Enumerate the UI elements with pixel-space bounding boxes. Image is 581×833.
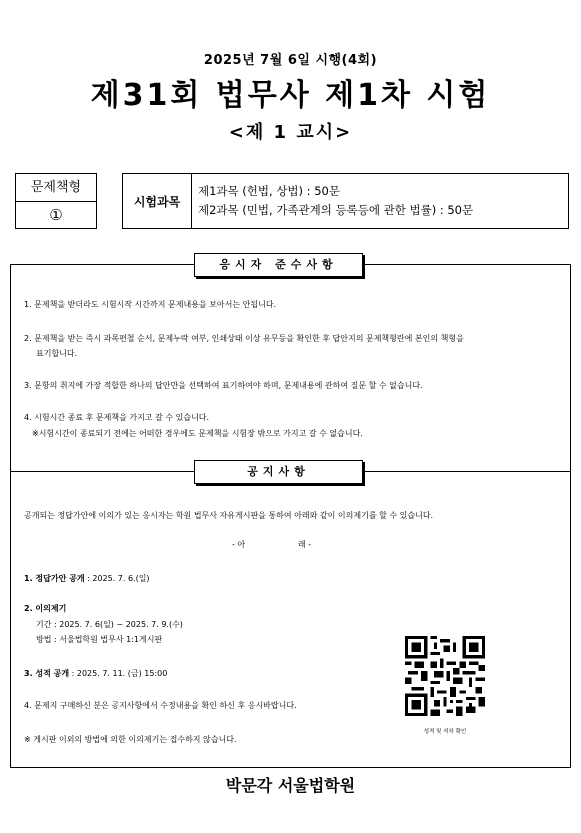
notice-item-2-cont: 표기합니다.: [36, 349, 78, 358]
qr-caption: 성적 및 석차 확인: [423, 729, 467, 735]
notice-item-4: 4. 시험시간 종료 후 문제책을 가지고 갈 수 있습니다.: [24, 413, 210, 422]
booklet-type-label: 문제책형: [16, 174, 96, 202]
note-5: ※ 게시판 이외의 방법에 의한 이의제기는 접수하지 않습니다.: [24, 735, 237, 744]
booklet-type-box: [15, 173, 97, 229]
answer-release-value: : 2025. 7. 6.(일): [87, 574, 150, 583]
below-left: - 아: [232, 540, 246, 549]
announcement-intro: 공개되는 정답가안에 이의가 있는 응시자는 학원 법무사 자유게시판을 통하여 아래와 같이 이의제기를 할 수 있습니다.: [24, 511, 434, 520]
announcement-heading: 공지사항: [194, 460, 363, 484]
below-right: 래 -: [298, 540, 312, 549]
qr-code-icon[interactable]: [405, 636, 485, 716]
publisher-logo: 박문각 서울법학원: [225, 776, 356, 795]
notice-item-2: 2. 문제책을 받는 즉시 과목편철 순서, 문제누락 여부, 인쇄상태 이상 유무등을 확인한 후 답안지의 문제책형란에 본인의 책형을: [24, 334, 464, 343]
objection-method: 방법 : 서울법학원 법무사 1:1게시판: [36, 635, 163, 644]
notice-heading: 응시자 준수사항: [194, 253, 363, 277]
score-release-label: 3. 성적 공개: [24, 669, 70, 678]
note-4: 4. 문제지 구매하신 분은 공지사항에서 수정내용을 확인 하신 후 응시바랍니다.: [24, 701, 297, 710]
objection-label: 2. 이의제기: [24, 604, 67, 613]
notice-item-1: 1. 문제책을 받더라도 시험시작 시간까지 문제내용을 보아서는 안됩니다.: [24, 300, 277, 309]
score-release: [24, 668, 167, 680]
exam-period: <제 1 교시>: [228, 122, 353, 143]
subjects-box: [122, 173, 569, 229]
exam-title: 제31회 법무사 제1차 시험: [90, 78, 491, 113]
notice-item-3: 3. 문항의 취지에 가장 적합한 하나의 답안만을 선택하여 표기하여야 하며, 문제내용에 관하여 질문 할 수 없습니다.: [24, 381, 423, 390]
booklet-type-value: ①: [49, 206, 63, 224]
objection-period: 기간 : 2025. 7. 6(일) ~ 2025. 7. 9.(수): [36, 620, 183, 629]
subjects-list: [192, 174, 568, 228]
exam-date: 2025년 7월 6일 시행(4회): [203, 53, 378, 68]
answer-release: [24, 573, 150, 585]
score-release-value: : 2025. 7. 11. (금) 15:00: [71, 669, 168, 678]
notice-item-4-note: ※시험시간이 종료되기 전에는 어떠한 경우에도 문제책을 시험장 밖으로 가지고 갈 수 없습니다.: [32, 429, 363, 438]
subjects-label: 시험과목: [123, 174, 192, 228]
subject-item-1: 제1과목 (헌법, 상법) : 50문: [198, 184, 340, 198]
subject-item-2: 제2과목 (민법, 가족관계의 등록등에 관한 법률) : 50문: [198, 203, 474, 217]
answer-release-label: 1. 정답가안 공개: [24, 574, 85, 583]
